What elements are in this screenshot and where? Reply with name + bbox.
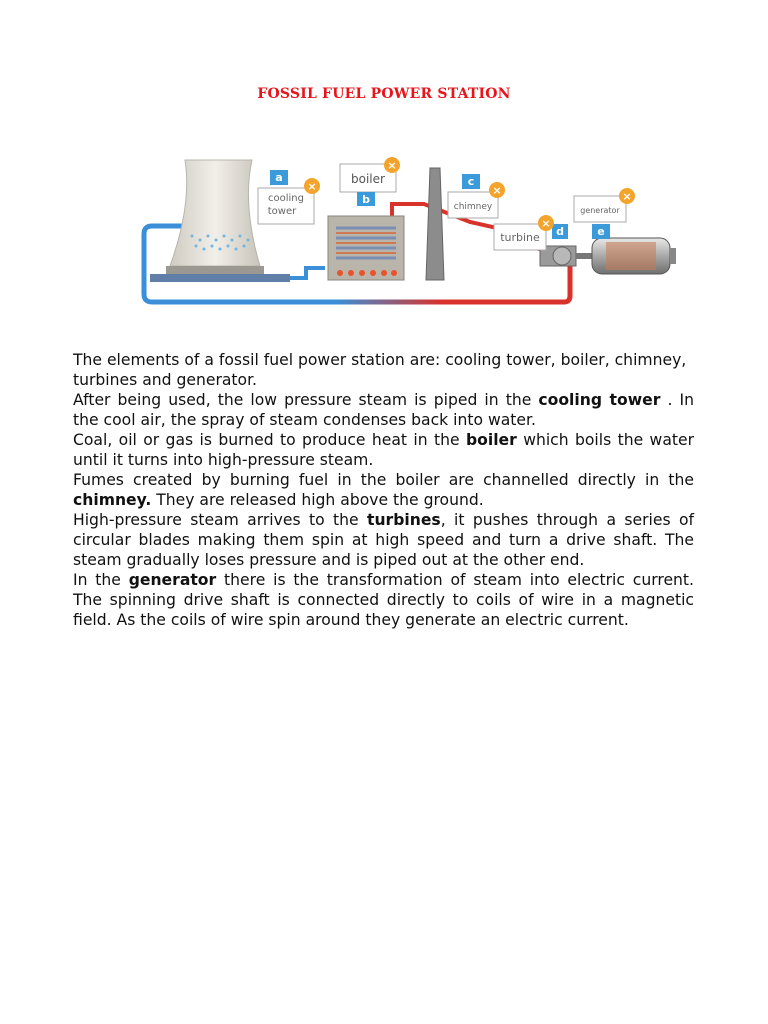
generator-label: generator: [580, 206, 620, 215]
paragraph-turbines: High-pressure steam arrives to the turbines, it pushes through a series of circular blades making them spin at high speed and turn a drive shaft. The steam gradually loses pressure and is piped out at the other end.: [73, 511, 694, 569]
term-chimney: chimney.: [73, 491, 152, 509]
term-cooling-tower: cooling tower: [538, 391, 661, 409]
cooling-tower-label-line2: tower: [267, 206, 297, 217]
close-icon[interactable]: [489, 182, 505, 198]
boiler: [328, 216, 404, 280]
svg-text:×: ×: [541, 217, 551, 230]
svg-text:e: e: [597, 225, 605, 238]
svg-text:b: b: [362, 193, 370, 206]
svg-text:×: ×: [622, 190, 632, 203]
marker-c[interactable]: [462, 174, 480, 189]
chimney: [426, 168, 444, 280]
boiler-label: boiler: [351, 172, 385, 186]
turbine-label: turbine: [500, 231, 540, 244]
marker-d[interactable]: [552, 224, 568, 239]
power-station-diagram: [130, 150, 690, 315]
paragraph-boiler: Coal, oil or gas is burned to produce heat in the boiler which boils the water until it turns into high-pressure steam.: [73, 431, 694, 469]
svg-text:×: ×: [387, 159, 397, 172]
close-icon[interactable]: [538, 215, 554, 231]
svg-text:×: ×: [307, 180, 317, 193]
cooling-tower-label-line1: cooling: [268, 193, 304, 204]
marker-e[interactable]: [592, 224, 610, 239]
callout-cooling-tower[interactable]: [258, 188, 314, 224]
svg-text:c: c: [467, 175, 475, 188]
generator: [592, 238, 676, 274]
svg-text:a: a: [275, 171, 283, 184]
close-icon[interactable]: [384, 157, 400, 173]
chimney-label: chimney: [453, 202, 493, 212]
paragraph-cooling-tower: After being used, the low pressure steam is piped in the cooling tower . In the cool air, the spray of steam condenses back into water.: [73, 391, 694, 429]
page-title: FOSSIL FUEL POWER STATION: [257, 86, 511, 102]
term-turbines: turbines: [366, 511, 441, 529]
close-icon[interactable]: [304, 178, 320, 194]
close-icon[interactable]: [619, 188, 635, 204]
turbine: [540, 246, 594, 266]
marker-a[interactable]: [270, 170, 288, 185]
svg-text:d: d: [556, 225, 564, 238]
callout-turbine[interactable]: [494, 224, 546, 250]
paragraph-generator: In the generator there is the transformation of steam into electric current. The spinning drive shaft is connected directly to coils of wire in a magnetic field. As the coils of wire spin around they generate an electric current.: [73, 571, 694, 629]
term-generator: generator: [128, 571, 217, 589]
body-text: [73, 350, 694, 630]
paragraph-chimney: Fumes created by burning fuel in the boiler are channelled directly in the chimney. They are released high above the ground.: [73, 471, 694, 509]
feed-pipe: [290, 268, 325, 278]
paragraph-elements: The elements of a fossil fuel power station are: cooling tower, boiler, chimney, turbines and generator.: [73, 351, 687, 389]
marker-b[interactable]: [357, 192, 375, 206]
callout-chimney[interactable]: [448, 192, 498, 218]
term-boiler: boiler: [465, 431, 517, 449]
callout-generator[interactable]: [574, 196, 626, 222]
svg-text:×: ×: [492, 184, 502, 197]
